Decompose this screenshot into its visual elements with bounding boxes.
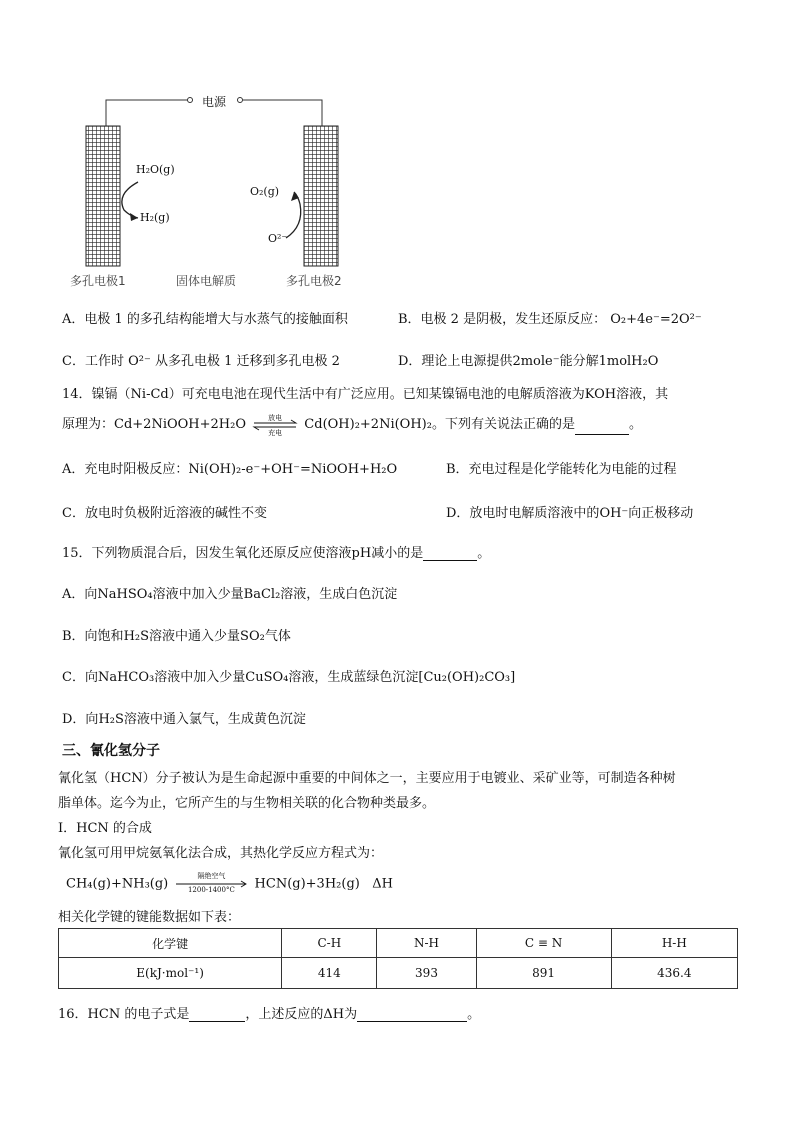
q13-option-c: C．工作时 O²⁻ 从多孔电极 1 迁移到多孔电极 2 [62, 354, 340, 369]
subsection-title: I．HCN 的合成 [58, 821, 152, 836]
table-header-row [59, 929, 738, 958]
q14-option-c: C．放电时负极附近溶液的碱性不变 [62, 506, 267, 521]
answer-blank[interactable] [423, 560, 477, 561]
table-cell: 393 [377, 958, 476, 989]
bond-energy-table [58, 928, 738, 989]
table-cell: 436.4 [611, 958, 737, 989]
reversible-arrow: 放电 充电 [252, 415, 298, 435]
table-cell: 891 [476, 958, 611, 989]
synthesis-equation: CH₄(g)+NH₃(g) 隔绝空气 1200-1400°C HCN(g)+3H₂(g) ΔH [66, 872, 393, 894]
intro-line-1: 氰化氢（HCN）分子被认为是生命起源中重要的中间体之一，主要应用于电镀业、采矿业等，可制造各种树 [58, 771, 676, 786]
table-row [59, 958, 738, 989]
power-label: 电源 [202, 95, 227, 109]
intro-line-2: 脂单体。迄今为止，它所产生的与生物相关联的化合物种类最多。 [58, 796, 436, 811]
q14-option-a: A．充电时阳极反应：Ni(OH)₂-e⁻+OH⁻=NiOOH+H₂O [62, 462, 398, 477]
q15-option-d: D．向H₂S溶液中通入氯气，生成黄色沉淀 [62, 712, 306, 727]
table-cell: 414 [282, 958, 377, 989]
table-intro: 相关化学键的键能数据如下表： [58, 910, 241, 925]
q13-option-d: D．理论上电源提供2mole⁻能分解1molH₂O [398, 354, 659, 369]
q14-option-b: B．充电过程是化学能转化为电能的过程 [446, 462, 677, 477]
condition-arrow: 隔绝空气 1200-1400°C [174, 874, 248, 894]
q14-stem-line1: 14．镍镉（Ni-Cd）可充电电池在现代生活中有广泛应用。已知某镍镉电池的电解质溶液为KOH溶液，其 [62, 387, 669, 402]
q14-option-d: D．放电时电解质溶液中的OH⁻向正极移动 [446, 506, 694, 521]
porous-electrode-2 [304, 126, 338, 266]
table-header-cell: 化学键 [59, 929, 282, 958]
answer-blank[interactable] [357, 1021, 467, 1022]
table-header-cell: H-H [611, 929, 737, 958]
answer-blank[interactable] [575, 434, 629, 435]
q15-stem: 15．下列物质混合后，因发生氧化还原反应使溶液pH减小的是 。 [62, 546, 491, 561]
intro-line-3: 氰化氢可用甲烷氨氧化法合成，其热化学反应方程式为： [58, 846, 384, 861]
table-header-cell: C-H [282, 929, 377, 958]
h2-label: H₂(g) [140, 211, 170, 224]
q15-option-a: A．向NaHSO₄溶液中加入少量BaCl₂溶液，生成白色沉淀 [62, 587, 398, 602]
o2minus-label: O²⁻ [268, 232, 288, 245]
q15-option-b: B．向饱和H₂S溶液中通入少量SO₂气体 [62, 629, 291, 644]
electrolyte-label: 固体电解质 [176, 274, 237, 288]
table-header-cell: N-H [377, 929, 476, 958]
q15-option-c: C．向NaHCO₃溶液中加入少量CuSO₄溶液，生成蓝绿色沉淀[Cu₂(OH)₂CO₃] [62, 670, 516, 685]
table-header-cell: C ≡ N [476, 929, 611, 958]
section-heading: 三、氰化氢分子 [62, 743, 160, 759]
q14-stem-line2: 原理为：Cd+2NiOOH+2H₂O 放电 充电 Cd(OH)₂+2Ni(OH)₂。下列有关说法正确的是 。 [62, 413, 642, 437]
h2o-label: H₂O(g) [136, 163, 175, 176]
electrode2-label: 多孔电极2 [286, 274, 342, 288]
o2-label: O₂(g) [250, 185, 280, 198]
porous-electrode-1 [86, 126, 120, 266]
q13-option-a: A．电极 1 的多孔结构能增大与水蒸气的接触面积 [62, 312, 348, 327]
electrolysis-diagram [60, 86, 360, 292]
table-row-label: E(kJ·mol⁻¹) [59, 958, 282, 989]
answer-blank[interactable] [189, 1021, 245, 1022]
q16-stem: 16．HCN 的电子式是 ，上述反应的ΔH为 。 [58, 1007, 481, 1022]
electrode1-label: 多孔电极1 [70, 274, 126, 288]
q13-option-b: B．电极 2 是阴极，发生还原反应： O₂+4e⁻=2O²⁻ [398, 312, 702, 327]
